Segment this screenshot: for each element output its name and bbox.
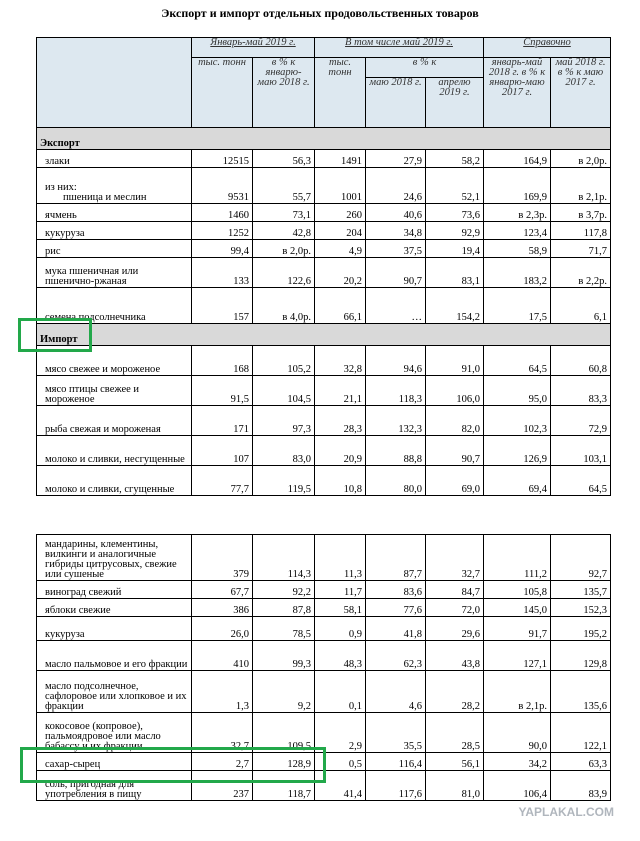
table-cell: 106,4 xyxy=(484,771,551,801)
table-cell: 17,5 xyxy=(484,288,551,324)
table-cell: 4,6 xyxy=(366,671,426,713)
table-cell: 103,1 xyxy=(551,436,611,466)
table-cell: 145,0 xyxy=(484,599,551,617)
table-cell: 12515 xyxy=(192,150,253,168)
table-cell: 99,3 xyxy=(253,641,315,671)
table-row xyxy=(37,535,611,581)
highlight-raw-sugar xyxy=(20,747,326,783)
table-cell: 28,2 xyxy=(426,671,484,713)
section-export: Экспорт xyxy=(37,128,611,150)
table-cell: 83,1 xyxy=(426,258,484,288)
table-cell: 88,8 xyxy=(366,436,426,466)
table-row xyxy=(37,240,611,258)
table-cell: 58,1 xyxy=(315,599,366,617)
table-row xyxy=(37,599,611,617)
table-cell: 379 xyxy=(192,535,253,581)
watermark: YAPLAKAL.COM xyxy=(518,805,614,819)
row-label: сахар-сырец xyxy=(37,753,192,771)
table-cell: 1,3 xyxy=(192,671,253,713)
table-cell: 19,4 xyxy=(426,240,484,258)
table-cell: 41,4 xyxy=(315,771,366,801)
table-cell: 78,5 xyxy=(253,617,315,641)
table-cell: 87,8 xyxy=(253,599,315,617)
table-cell: 83,9 xyxy=(551,771,611,801)
table-row xyxy=(37,204,611,222)
row-label: соль, пригодная для употребления в пищу xyxy=(37,771,192,801)
header-jan-may: Январь-май 2019 г. xyxy=(192,38,315,58)
table-cell: 157 xyxy=(192,288,253,324)
table-cell: 62,3 xyxy=(366,641,426,671)
table-cell: 118,3 xyxy=(366,376,426,406)
row-label: мандарины, клементины, вилкинги и аналогичные гибриды цитрусовых, свежие или сушеные xyxy=(37,535,192,581)
table-cell: 63,3 xyxy=(551,753,611,771)
table-cell: 111,2 xyxy=(484,535,551,581)
table-row xyxy=(37,466,611,496)
row-label: кокосовое (копровое), пальмоядровое или масло бабассу и их фракции xyxy=(37,713,192,753)
table-cell: 34,8 xyxy=(366,222,426,240)
table-cell: 92,2 xyxy=(253,581,315,599)
table-cell: 116,4 xyxy=(366,753,426,771)
table-cell: 128,9 xyxy=(253,753,315,771)
row-label: рыба свежая и мороженая xyxy=(37,406,192,436)
row-label: из них: пшеница и меслин xyxy=(37,168,192,204)
header-ref-jan-may: январь-май 2018 г. в % к январю-маю 2017 г. xyxy=(484,58,551,128)
table-cell: 69,0 xyxy=(426,466,484,496)
table-cell: в 2,3р. xyxy=(484,204,551,222)
table-cell: 195,2 xyxy=(551,617,611,641)
table-cell: 27,9 xyxy=(366,150,426,168)
table-row xyxy=(37,222,611,240)
header-ref-may: май 2018 г. в % к маю 2017 г. xyxy=(551,58,611,128)
table-cell: 135,7 xyxy=(551,581,611,599)
table-row xyxy=(37,288,611,324)
table-cell: 84,7 xyxy=(426,581,484,599)
table-cell: в 2,0р. xyxy=(551,150,611,168)
row-label: масло пальмовое и его фракции xyxy=(37,641,192,671)
table-cell: 123,4 xyxy=(484,222,551,240)
table-cell: 81,0 xyxy=(426,771,484,801)
table-cell: 90,0 xyxy=(484,713,551,753)
highlight-import xyxy=(18,318,92,352)
table-cell: 91,0 xyxy=(426,346,484,376)
table-row xyxy=(37,376,611,406)
table-cell: 97,3 xyxy=(253,406,315,436)
table-cell: 107 xyxy=(192,436,253,466)
table-row xyxy=(37,641,611,671)
table-row xyxy=(37,671,611,713)
table-cell: 73,6 xyxy=(426,204,484,222)
table-cell: 9,2 xyxy=(253,671,315,713)
table-cell: 118,7 xyxy=(253,771,315,801)
header-reference: Справочно xyxy=(484,38,611,58)
row-label: семена подсолнечника xyxy=(37,288,192,324)
table-row xyxy=(37,581,611,599)
row-label: кукуруза xyxy=(37,222,192,240)
table-cell: 95,0 xyxy=(484,376,551,406)
table-cell: 2,7 xyxy=(192,753,253,771)
row-label: яблоки свежие xyxy=(37,599,192,617)
table-cell: 117,8 xyxy=(551,222,611,240)
table-cell: 72,9 xyxy=(551,406,611,436)
table-cell: в 2,2р. xyxy=(551,258,611,288)
table-cell: 410 xyxy=(192,641,253,671)
table-cell: 106,0 xyxy=(426,376,484,406)
table-cell: 0,1 xyxy=(315,671,366,713)
table-cell: 127,1 xyxy=(484,641,551,671)
table-cell: 260 xyxy=(315,204,366,222)
table-cell: 35,5 xyxy=(366,713,426,753)
header-may-2018: маю 2018 г. xyxy=(366,78,426,128)
table-cell: 92,9 xyxy=(426,222,484,240)
row-label: рис xyxy=(37,240,192,258)
header-apr-2019: апрелю 2019 г. xyxy=(426,78,484,128)
row-label: кукуруза xyxy=(37,617,192,641)
row-label: виноград свежий xyxy=(37,581,192,599)
table-cell: 69,4 xyxy=(484,466,551,496)
table-cell: 129,8 xyxy=(551,641,611,671)
table-cell: 77,6 xyxy=(366,599,426,617)
table-cell: 9531 xyxy=(192,168,253,204)
table-cell: 117,6 xyxy=(366,771,426,801)
table-cell: 90,7 xyxy=(366,258,426,288)
table-cell: 183,2 xyxy=(484,258,551,288)
table-cell: 104,5 xyxy=(253,376,315,406)
table-cell: 82,0 xyxy=(426,406,484,436)
table-cell: 92,7 xyxy=(551,535,611,581)
table-cell: 60,8 xyxy=(551,346,611,376)
table-cell: 28,5 xyxy=(426,713,484,753)
table-cell: 26,0 xyxy=(192,617,253,641)
table-cell: 58,9 xyxy=(484,240,551,258)
table-cell: 386 xyxy=(192,599,253,617)
table-cell: 71,7 xyxy=(551,240,611,258)
table-cell: 132,3 xyxy=(366,406,426,436)
table-cell: 48,3 xyxy=(315,641,366,671)
table-cell: 73,1 xyxy=(253,204,315,222)
table-cell: 64,5 xyxy=(551,466,611,496)
table-cell: 91,7 xyxy=(484,617,551,641)
table-cell: 40,6 xyxy=(366,204,426,222)
table-cell: в 2,1р. xyxy=(551,168,611,204)
table-cell: 80,0 xyxy=(366,466,426,496)
table-cell: 109,5 xyxy=(253,713,315,753)
table-cell: 135,6 xyxy=(551,671,611,713)
table-cell: в 4,0р. xyxy=(253,288,315,324)
table-cell: 102,3 xyxy=(484,406,551,436)
table-cell: 29,6 xyxy=(426,617,484,641)
table-cell: 154,2 xyxy=(426,288,484,324)
table-cell: 1252 xyxy=(192,222,253,240)
table-cell: 171 xyxy=(192,406,253,436)
table-row xyxy=(37,406,611,436)
row-label: мясо свежее и мороженое xyxy=(37,346,192,376)
table-cell: 64,5 xyxy=(484,346,551,376)
table-row xyxy=(37,346,611,376)
table-cell: 94,6 xyxy=(366,346,426,376)
row-label: мясо птицы свежее и мороженое xyxy=(37,376,192,406)
table-cell: 28,3 xyxy=(315,406,366,436)
table-cell: 11,3 xyxy=(315,535,366,581)
table-cell: 237 xyxy=(192,771,253,801)
table-cell: 169,9 xyxy=(484,168,551,204)
table-cell: 11,7 xyxy=(315,581,366,599)
table-cell: … xyxy=(366,288,426,324)
table-cell: 41,8 xyxy=(366,617,426,641)
table-cell: 32,7 xyxy=(192,713,253,753)
table-cell: 83,3 xyxy=(551,376,611,406)
table-cell: 56,1 xyxy=(426,753,484,771)
table-cell: 58,2 xyxy=(426,150,484,168)
row-label: ячмень xyxy=(37,204,192,222)
table-cell: 1001 xyxy=(315,168,366,204)
table-cell: 2,9 xyxy=(315,713,366,753)
table-cell: 32,7 xyxy=(426,535,484,581)
table-cell: 34,2 xyxy=(484,753,551,771)
header-pct-to: в % к xyxy=(366,58,484,78)
table-cell: 21,1 xyxy=(315,376,366,406)
table-cell: 122,6 xyxy=(253,258,315,288)
table-cell: 122,1 xyxy=(551,713,611,753)
table-cell: 0,5 xyxy=(315,753,366,771)
table-cell: в 2,1р. xyxy=(484,671,551,713)
import-rows-a xyxy=(37,346,611,496)
table-cell: 72,0 xyxy=(426,599,484,617)
table-cell: 37,5 xyxy=(366,240,426,258)
table-cell: 1460 xyxy=(192,204,253,222)
table-row xyxy=(37,617,611,641)
export-rows xyxy=(37,150,611,324)
table-cell: 119,5 xyxy=(253,466,315,496)
table-row xyxy=(37,150,611,168)
table-cell: 0,9 xyxy=(315,617,366,641)
page-title: Экспорт и импорт отдельных продовольственных товаров xyxy=(161,6,479,20)
table-cell: 67,7 xyxy=(192,581,253,599)
table-cell: 133 xyxy=(192,258,253,288)
table-cell: 90,7 xyxy=(426,436,484,466)
table-cell: 126,9 xyxy=(484,436,551,466)
table-cell: 56,3 xyxy=(253,150,315,168)
table-row xyxy=(37,258,611,288)
table-row xyxy=(37,436,611,466)
table-cell: 91,5 xyxy=(192,376,253,406)
row-label: мука пшеничная или пшенично-ржаная xyxy=(37,258,192,288)
table-cell: 168 xyxy=(192,346,253,376)
table-cell: 32,8 xyxy=(315,346,366,376)
header-incl-may: В том числе май 2019 г. xyxy=(315,38,484,58)
table-cell: 152,3 xyxy=(551,599,611,617)
table-cell: 77,7 xyxy=(192,466,253,496)
table-cell: 105,2 xyxy=(253,346,315,376)
table-cell: 20,9 xyxy=(315,436,366,466)
table-cell: 164,9 xyxy=(484,150,551,168)
table-cell: 66,1 xyxy=(315,288,366,324)
table-row xyxy=(37,168,611,204)
section-import: Импорт xyxy=(37,324,611,346)
row-label: молоко и сливки, сгущенные xyxy=(37,466,192,496)
header-ths-t-may: тыс. тонн xyxy=(315,58,366,128)
row-label: злаки xyxy=(37,150,192,168)
table-cell: 43,8 xyxy=(426,641,484,671)
row-label: масло подсолнечное, сафлоровое или хлопковое и их фракции xyxy=(37,671,192,713)
trade-table-top xyxy=(36,37,611,496)
row-label: молоко и сливки, несгущенные xyxy=(37,436,192,466)
table-cell: 10,8 xyxy=(315,466,366,496)
table-cell: 83,6 xyxy=(366,581,426,599)
table-cell: 99,4 xyxy=(192,240,253,258)
table-cell: 6,1 xyxy=(551,288,611,324)
table-cell: 55,7 xyxy=(253,168,315,204)
table-cell: 1491 xyxy=(315,150,366,168)
table-cell: 24,6 xyxy=(366,168,426,204)
table-cell: 52,1 xyxy=(426,168,484,204)
table-cell: в 3,7р. xyxy=(551,204,611,222)
table-cell: 20,2 xyxy=(315,258,366,288)
table-cell: 114,3 xyxy=(253,535,315,581)
table-cell: 87,7 xyxy=(366,535,426,581)
table-cell: в 2,0р. xyxy=(253,240,315,258)
table-cell: 42,8 xyxy=(253,222,315,240)
header-ths-t: тыс. тонн xyxy=(192,58,253,128)
table-cell: 204 xyxy=(315,222,366,240)
table-cell: 105,8 xyxy=(484,581,551,599)
header-pct-jan-may: в % к январю-маю 2018 г. xyxy=(253,58,315,128)
table-cell: 83,0 xyxy=(253,436,315,466)
header-blank xyxy=(37,38,192,128)
table-cell: 4,9 xyxy=(315,240,366,258)
